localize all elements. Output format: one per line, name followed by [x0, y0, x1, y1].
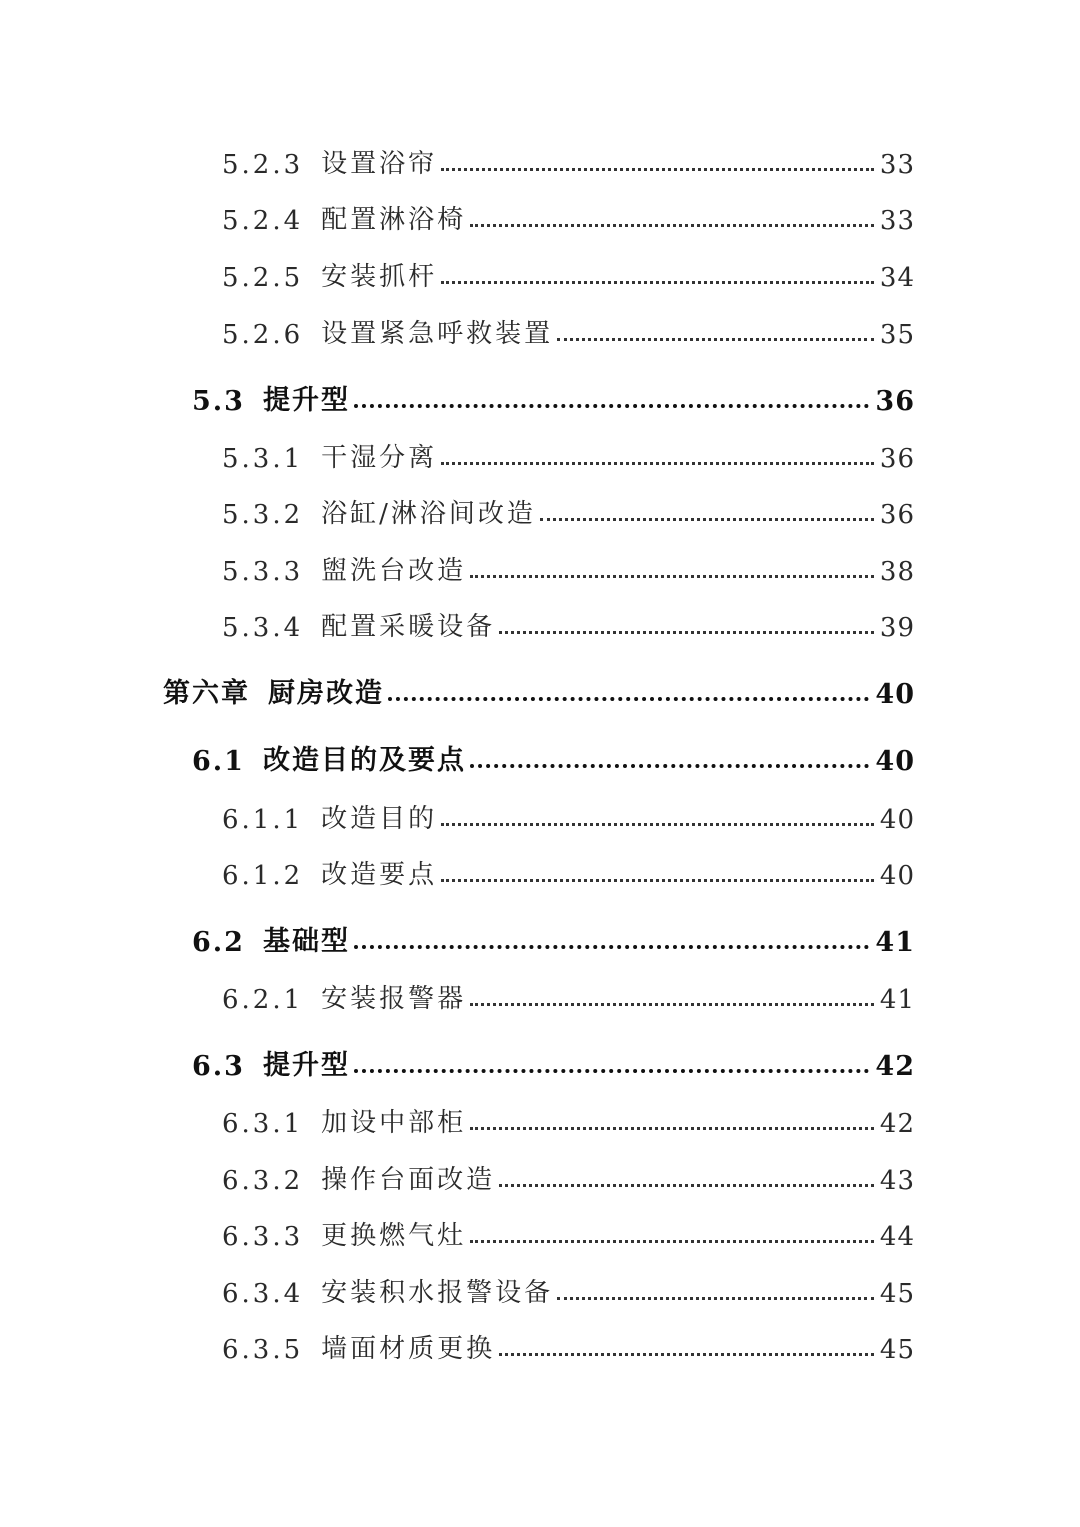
- toc-entry[interactable]: [192, 737, 915, 777]
- toc-entry-title: 安装抓杆: [321, 262, 438, 292]
- toc-entry-title: 配置采暖设备: [321, 612, 496, 642]
- toc-entry-page: 36: [879, 444, 915, 474]
- toc-entry-page: 41: [875, 927, 915, 958]
- toc-entry-number: 6.1.2: [222, 861, 304, 891]
- toc-entry-title: 配置淋浴椅: [321, 205, 467, 235]
- toc-entry-title: 安装报警器: [321, 984, 467, 1014]
- toc-entry-number: 5.3: [192, 386, 245, 417]
- toc-entry-title: 安装积水报警设备: [321, 1278, 554, 1308]
- toc-entry[interactable]: [222, 603, 915, 643]
- toc-entry-title: 墙面材质更换: [321, 1334, 496, 1364]
- toc-entry-page: 40: [879, 805, 915, 835]
- toc-entry-number: 5.3.2: [222, 500, 304, 530]
- toc-entry-page: 34: [879, 263, 915, 293]
- toc-entry-number: 5.3.4: [222, 613, 304, 643]
- toc-entry[interactable]: [222, 253, 915, 293]
- toc-entry-page: 45: [879, 1335, 915, 1365]
- toc-dot-leader: [354, 404, 869, 408]
- toc-entry-title: 改造目的及要点: [262, 745, 466, 776]
- toc-entry[interactable]: [222, 851, 915, 891]
- toc-entry-number: 6.2: [192, 927, 245, 958]
- toc-dot-leader: [441, 168, 874, 171]
- toc-dot-leader: [441, 462, 874, 465]
- toc-entry-page: 36: [879, 500, 915, 530]
- toc-entry-number: 6.3.5: [222, 1335, 304, 1365]
- toc-dot-leader: [557, 1297, 874, 1300]
- toc-entry-page: 40: [875, 679, 915, 710]
- toc-entry-number: 6.1.1: [222, 805, 304, 835]
- toc-dot-leader: [441, 823, 874, 826]
- toc-entry-title: 厨房改造: [268, 678, 384, 709]
- toc-entry-number: 6.3.1: [222, 1109, 304, 1139]
- toc-entry-number: 5.2.6: [222, 320, 304, 350]
- toc-entry-number: 6.2.1: [222, 985, 304, 1015]
- toc-dot-leader: [441, 281, 874, 284]
- toc-entry[interactable]: [222, 196, 915, 236]
- toc-entry-number: 5.2.5: [222, 263, 304, 293]
- toc-entry-page: 43: [879, 1166, 915, 1196]
- toc-entry[interactable]: [222, 547, 915, 587]
- toc-entry-title: 盥洗台改造: [321, 556, 467, 586]
- toc-entry[interactable]: [192, 377, 915, 417]
- toc-entry-page: 42: [879, 1109, 915, 1139]
- toc-dot-leader: [470, 1240, 874, 1243]
- toc-entry-number: 6.3.2: [222, 1166, 304, 1196]
- toc-entry-title: 更换燃气灶: [321, 1221, 467, 1251]
- toc-entry-title: 设置紧急呼救装置: [321, 319, 554, 349]
- toc-entry-title: 操作台面改造: [321, 1165, 496, 1195]
- toc-entry-chapter[interactable]: [163, 670, 915, 710]
- toc-entry-number: 6.3.4: [222, 1279, 304, 1309]
- toc-dot-leader: [388, 697, 869, 701]
- toc-entry-page: 40: [875, 746, 915, 777]
- toc-entry-title: 提升型: [262, 385, 350, 416]
- toc-dot-leader: [557, 338, 874, 341]
- toc-entry[interactable]: [192, 918, 915, 958]
- toc-entry-page: 33: [879, 206, 915, 236]
- toc-entry[interactable]: [222, 1156, 915, 1196]
- toc-entry[interactable]: [192, 1042, 915, 1082]
- toc-entry-title: 浴缸/淋浴间改造: [321, 499, 536, 529]
- toc-dot-leader: [540, 518, 874, 521]
- toc-dot-leader: [499, 631, 874, 634]
- toc-entry-number: 第六章: [163, 678, 250, 709]
- toc-entry-number: 6.3: [192, 1051, 245, 1082]
- toc-entry[interactable]: [222, 490, 915, 530]
- toc-entry-number: 5.2.4: [222, 206, 304, 236]
- toc-entry-title: 改造目的: [321, 804, 438, 834]
- toc-entry-number: 6.1: [192, 746, 245, 777]
- toc-entry[interactable]: [222, 1099, 915, 1139]
- toc-entry-title: 设置浴帘: [321, 149, 438, 179]
- toc-dot-leader: [499, 1353, 874, 1356]
- toc-dot-leader: [470, 764, 869, 768]
- toc-entry[interactable]: [222, 1212, 915, 1252]
- toc-entry[interactable]: [222, 1269, 915, 1309]
- toc-entry-page: 38: [879, 557, 915, 587]
- toc-entry-number: 6.3.3: [222, 1222, 304, 1252]
- toc-entry[interactable]: [222, 795, 915, 835]
- toc-dot-leader: [354, 1069, 869, 1073]
- toc-entry-title: 基础型: [262, 926, 350, 957]
- toc-entry-title: 干湿分离: [321, 443, 438, 473]
- toc-entry-page: 39: [879, 613, 915, 643]
- toc-entry-number: 5.3.1: [222, 444, 304, 474]
- toc-dot-leader: [470, 575, 874, 578]
- toc-entry-page: 36: [875, 386, 915, 417]
- toc-entry[interactable]: [222, 310, 915, 350]
- toc-dot-leader: [470, 1127, 874, 1130]
- toc-entry-page: 44: [879, 1222, 915, 1252]
- toc-dot-leader: [499, 1184, 874, 1187]
- toc-entry[interactable]: [222, 140, 915, 180]
- toc-entry-page: 45: [879, 1279, 915, 1309]
- toc-entry-page: 41: [879, 985, 915, 1015]
- toc-entry-page: 42: [875, 1051, 915, 1082]
- toc-dot-leader: [441, 879, 874, 882]
- toc-dot-leader: [470, 1003, 874, 1006]
- toc-entry-page: 35: [879, 320, 915, 350]
- toc-entry-title: 提升型: [262, 1050, 350, 1081]
- toc-dot-leader: [354, 945, 869, 949]
- toc-entry-page: 33: [879, 150, 915, 180]
- toc-entry[interactable]: [222, 1325, 915, 1365]
- toc-entry-page: 40: [879, 861, 915, 891]
- toc-entry-number: 5.3.3: [222, 557, 304, 587]
- toc-entry[interactable]: [222, 434, 915, 474]
- toc-dot-leader: [470, 224, 874, 227]
- toc-entry-number: 5.2.3: [222, 150, 304, 180]
- toc-entry-title: 改造要点: [321, 860, 438, 890]
- toc-entry[interactable]: [222, 975, 915, 1015]
- toc-entry-title: 加设中部柜: [321, 1108, 467, 1138]
